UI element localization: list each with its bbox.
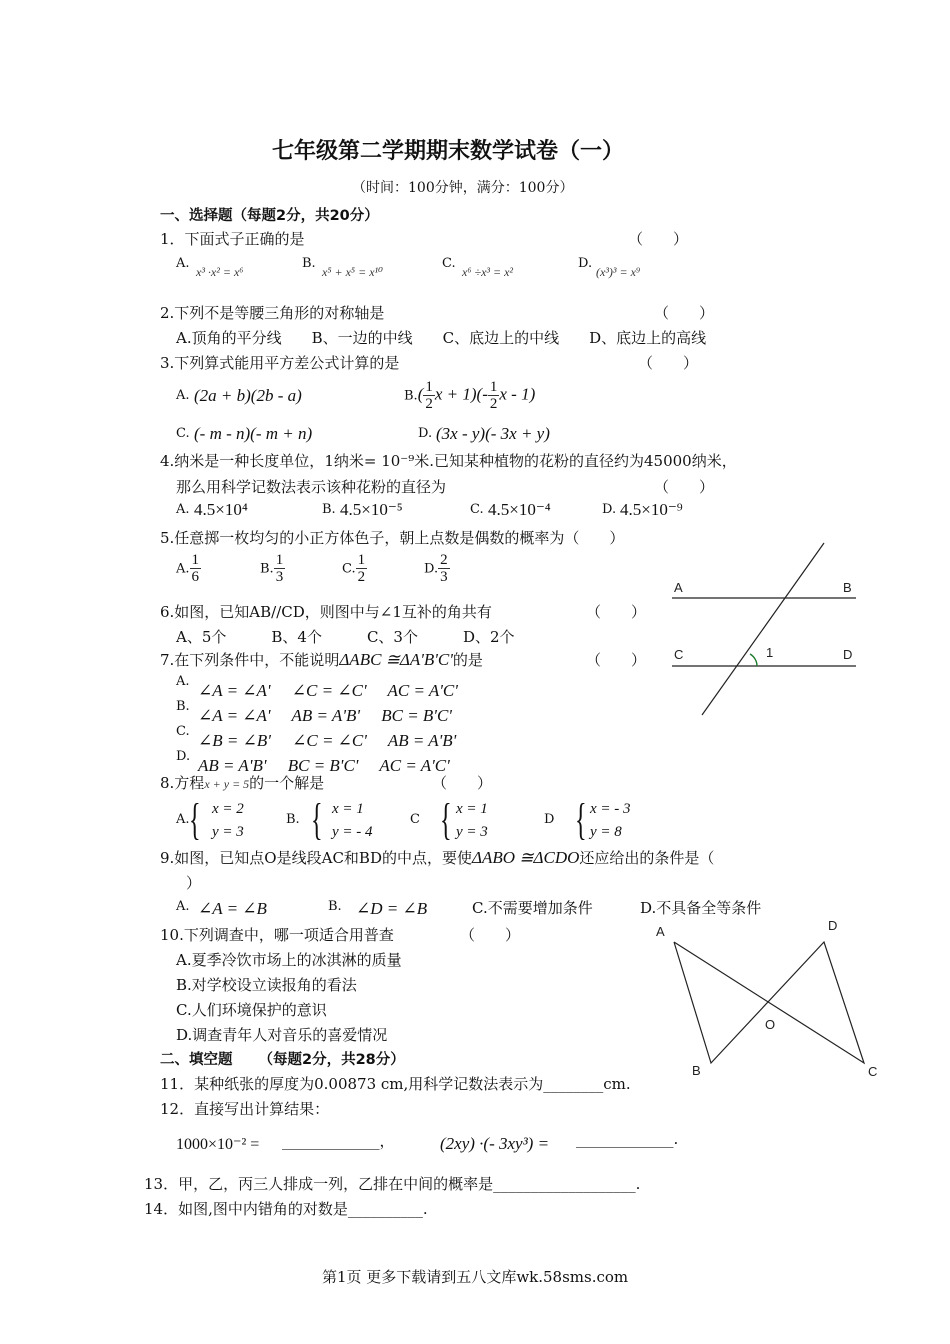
q4-option-d: 4.5×10⁻⁹ [620, 500, 683, 519]
q10-option-a: A.夏季冷饮市场上的冰淇淋的质量 [176, 951, 402, 969]
q7-option-a-label: A. [176, 674, 190, 689]
q4-option-c: 4.5×10⁻⁴ [488, 500, 551, 519]
bowtie-lines [674, 942, 864, 1063]
q5-stem: 5.任意掷一枚均匀的小正方体色子，朝上点数是偶数的概率为（ ） [160, 529, 625, 547]
fig1-label-b: B [843, 580, 852, 595]
q1-option-a: x³ ·x² = x⁶ [196, 265, 244, 279]
figure-parallel-lines [660, 540, 870, 720]
fig2-label-o: O [765, 1017, 776, 1032]
q1-option-d: (x³)³ = x⁹ [596, 265, 641, 279]
page-footer: 第1页 更多下载请到五八文库wk.58sms.com [322, 1268, 629, 1286]
q7-stem: 7.在下列条件中，不能说明ΔABC ≅ΔA'B'C'的是 [160, 650, 483, 669]
q3-paren: （ ） [638, 354, 699, 372]
q2-stem: 2.下列不是等腰三角形的对称轴是 [160, 304, 385, 322]
q8-brace-b: { [311, 795, 323, 844]
q7-option-c: ∠B = ∠B' ∠C = ∠C' AB = A'B' [198, 731, 457, 750]
q12-blank-2: _____________. [576, 1130, 679, 1148]
q11-text: 11．某种纸张的厚度为0.00873 cm,用科学记数法表示为________cm. [160, 1075, 631, 1093]
q8-option-b-system: x = 1 y = - 4 [332, 801, 373, 840]
q10-option-d: D.调查青年人对音乐的喜爱情况 [176, 1026, 388, 1044]
q7-option-d: AB = A'B' BC = B'C' AC = A'C' [198, 756, 450, 775]
q12-blank-1: _____________， [282, 1132, 395, 1150]
q3-option-a-label: A. [176, 388, 190, 403]
q8-option-d-system: x = - 3 y = 8 [590, 801, 631, 840]
q9-stem: 9.如图，已知点O是线段AC和BD的中点，要使ΔABO ≅ΔCDO还应给出的条件是（ [160, 848, 715, 867]
q4-option-d-label: D. [602, 502, 617, 517]
fig1-angle-1-label: 1 [766, 645, 774, 660]
q7-option-d-label: D. [176, 749, 191, 764]
section-fill-heading: 二、填空题 （每题2分，共28分） [160, 1052, 405, 1068]
q12-stem: 12．直接写出计算结果： [160, 1100, 330, 1118]
fig1-label-c: C [674, 647, 684, 662]
q7-option-a: ∠A = ∠A' ∠C = ∠C' AC = A'C' [198, 681, 458, 700]
q6-paren: （ ） [586, 603, 647, 621]
q4-option-b-label: B. [322, 502, 336, 517]
q9-option-b: ∠D = ∠B [356, 899, 428, 918]
q1-stem: 1．下面式子正确的是 [160, 230, 305, 248]
q4-paren: （ ） [654, 478, 715, 496]
q8-option-b-label: B. [286, 812, 300, 827]
q8-option-c-system: x = 1 y = 3 [456, 801, 488, 840]
q7-paren: （ ） [586, 651, 647, 669]
q12-expr-2: (2xy) ·(- 3xy³) = [440, 1134, 550, 1153]
fig2-label-d: D [828, 918, 838, 933]
q4-option-c-label: C. [470, 502, 484, 517]
figure-bowtie [640, 910, 890, 1085]
q1-option-d-label: D. [578, 256, 593, 271]
q6-stem: 6.如图，已知AB//CD，则图中与∠1互补的角共有 [160, 603, 492, 621]
q1-option-b: x⁵ + x⁵ = x¹⁰ [322, 265, 383, 279]
q9-option-c: C.不需要增加条件 [472, 899, 593, 917]
q3-option-d: (3x - y)(- 3x + y) [436, 424, 550, 443]
q12-expr-1: 1000×10⁻² = [176, 1136, 260, 1153]
q7-option-b-label: B. [176, 699, 190, 714]
fig1-label-a: A [674, 580, 683, 595]
q1-paren: （ ） [628, 230, 689, 248]
q9-option-a: ∠A = ∠B [198, 899, 267, 918]
q14-text: 14．如图,图中内错角的对数是__________. [144, 1200, 428, 1218]
q1-option-c-label: C. [442, 256, 456, 271]
q10-option-c: C.人们环境保护的意识 [176, 1001, 327, 1019]
fig2-label-b: B [692, 1063, 701, 1078]
q3-stem: 3.下列算式能用平方差公式计算的是 [160, 354, 400, 372]
q9-option-b-label: B. [328, 899, 342, 914]
q5-option-b: B. $\frac{1}{3}$ [260, 552, 284, 585]
q13-text: 13．甲，乙，丙三人排成一列，乙排在中间的概率是___________________. [144, 1175, 641, 1193]
q3-option-d-label: D. [418, 426, 433, 441]
q8-paren: （ ） [432, 774, 493, 792]
q5-option-a: A. $\frac{1}{6}$ [176, 552, 200, 585]
q8-option-a-label: A. [176, 812, 190, 827]
q10-option-b: B.对学校设立读报角的看法 [176, 976, 357, 994]
q8-stem: 8.方程x + y = 5的一个解是 [160, 774, 325, 792]
q2-options: A.顶角的平分线 B、一边的中线 C、底边上的中线 D、底边上的高线 [176, 329, 707, 347]
fig1-label-d: D [843, 647, 853, 662]
fig2-label-c: C [868, 1064, 878, 1079]
q4-option-a-label: A. [176, 502, 190, 517]
q9-stem-2: ） [186, 874, 202, 892]
q8-brace-d: { [575, 795, 587, 844]
angle-1-arc [750, 654, 757, 666]
q1-option-a-label: A. [176, 256, 190, 271]
q8-brace-a: { [189, 795, 201, 844]
q2-paren: （ ） [654, 304, 715, 322]
q1-option-b-label: B. [302, 256, 316, 271]
q9-option-a-label: A. [176, 899, 190, 914]
exam-subtitle: （时间：100分钟，满分：100分） [352, 180, 574, 196]
q8-option-d-label: D [544, 812, 555, 827]
q8-option-a-system: x = 2 y = 3 [212, 801, 244, 840]
section-choice-heading: 一、选择题（每题2分，共20分） [160, 208, 379, 224]
q4-option-b: 4.5×10⁻⁵ [340, 500, 403, 519]
q9-option-d: D.不具备全等条件 [640, 899, 762, 917]
q10-paren: （ ） [460, 926, 521, 944]
q6-options: A、5个 B、4个 C、3个 D、2个 [176, 628, 515, 646]
q3-option-c: (- m - n)(- m + n) [194, 424, 313, 443]
q8-brace-c: { [440, 795, 452, 844]
fig2-label-a: A [656, 924, 665, 939]
q3-option-b: B.( $\frac{1}{2}$ x + 1)(- $\frac{1}{2}$ x - 1) [404, 379, 536, 412]
q7-option-b: ∠A = ∠A' AB = A'B' BC = B'C' [198, 706, 452, 725]
transversal-line [702, 543, 824, 715]
q7-option-c-label: C. [176, 724, 190, 739]
q8-option-c-label: C [410, 812, 420, 827]
q5-option-c: C. $\frac{1}{2}$ [342, 552, 366, 585]
q5-option-d: D. $\frac{2}{3}$ [424, 552, 448, 585]
q10-stem: 10.下列调查中，哪一项适合用普查 [160, 926, 394, 944]
q3-option-a: (2a + b)(2b - a) [194, 386, 302, 405]
q4-stem: 4.纳米是一种长度单位，1纳米= 10⁻⁹米.已知某种植物的花粉的直径约为45000纳米， [160, 452, 737, 470]
q4-option-a: 4.5×10⁴ [194, 500, 248, 519]
q1-option-c: x⁶ ÷x³ = x² [462, 265, 514, 279]
q4-stem-2: 那么用科学记数法表示该种花粉的直径为 [176, 478, 447, 496]
page-title: 七年级第二学期期末数学试卷（一） [272, 139, 625, 164]
q3-option-c-label: C. [176, 426, 190, 441]
